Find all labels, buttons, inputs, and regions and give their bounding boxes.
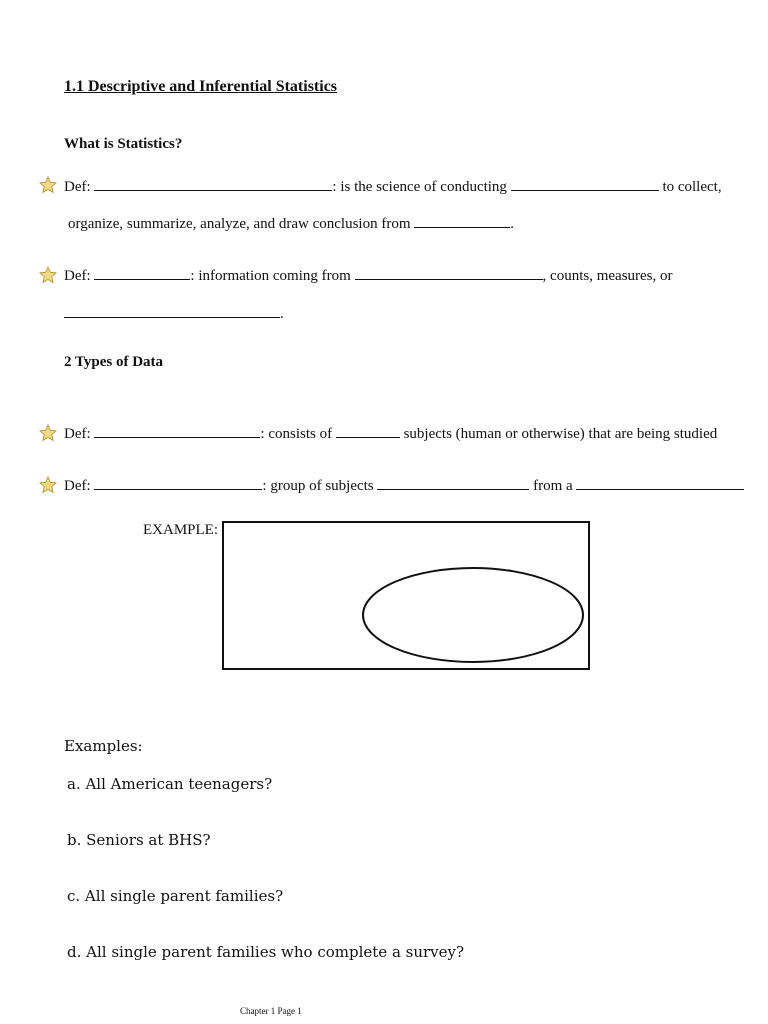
page-title: 1.1 Descriptive and Inferential Statistics [64, 78, 338, 95]
definition-text: from a [533, 478, 573, 494]
def-label: Def: [64, 179, 91, 195]
example-item: d. All single parent families who complete a survey? [67, 943, 465, 961]
definition-population [64, 423, 717, 443]
fill-in-blank[interactable] [94, 265, 190, 280]
example-label: EXAMPLE: [143, 522, 218, 538]
population-sample-diagram [222, 521, 590, 670]
definition-sample [64, 475, 744, 495]
fill-in-blank[interactable] [94, 176, 332, 191]
definition-text: , counts, measures, or [542, 268, 673, 284]
def-label: Def: [64, 426, 91, 442]
definition-statistics-line1 [64, 176, 722, 196]
definition-text: . [510, 216, 515, 232]
fill-in-blank[interactable] [511, 176, 659, 191]
examples-heading: Examples: [64, 737, 143, 755]
definition-text: organize, summarize, analyze, and draw conclusion from [68, 216, 411, 232]
definition-data-line1 [64, 265, 673, 285]
def-label: Def: [64, 478, 91, 494]
definition-statistics-line2 [68, 213, 514, 233]
star-icon [39, 176, 57, 194]
definition-text: to collect, [662, 179, 722, 195]
fill-in-blank[interactable] [94, 475, 262, 490]
definition-text: : information coming from [190, 268, 351, 284]
fill-in-blank[interactable] [377, 475, 529, 490]
page-footer: Chapter 1 Page 1 [240, 1006, 302, 1016]
definition-text: . [280, 306, 284, 322]
fill-in-blank[interactable] [576, 475, 744, 490]
definition-data-line2 [64, 303, 284, 323]
example-item: b. Seniors at BHS? [67, 831, 211, 849]
definition-text: subjects (human or otherwise) that are being studied [403, 426, 718, 442]
star-icon [39, 476, 57, 494]
fill-in-blank[interactable] [355, 265, 543, 280]
fill-in-blank[interactable] [414, 213, 510, 228]
sample-ellipse [363, 568, 583, 662]
fill-in-blank[interactable] [336, 423, 400, 438]
example-item: a. All American teenagers? [67, 775, 273, 793]
def-label: Def: [64, 268, 91, 284]
definition-text: : group of subjects [262, 478, 374, 494]
star-icon [39, 266, 57, 284]
star-icon [39, 424, 57, 442]
fill-in-blank[interactable] [94, 423, 260, 438]
population-rectangle [223, 522, 589, 669]
fill-in-blank[interactable] [64, 303, 280, 318]
section-heading-what-is-statistics: What is Statistics? [64, 136, 183, 152]
example-item: c. All single parent families? [67, 887, 284, 905]
definition-text: : is the science of conducting [332, 179, 507, 195]
definition-text: : consists of [260, 426, 333, 442]
section-heading-types-of-data: 2 Types of Data [64, 354, 164, 370]
